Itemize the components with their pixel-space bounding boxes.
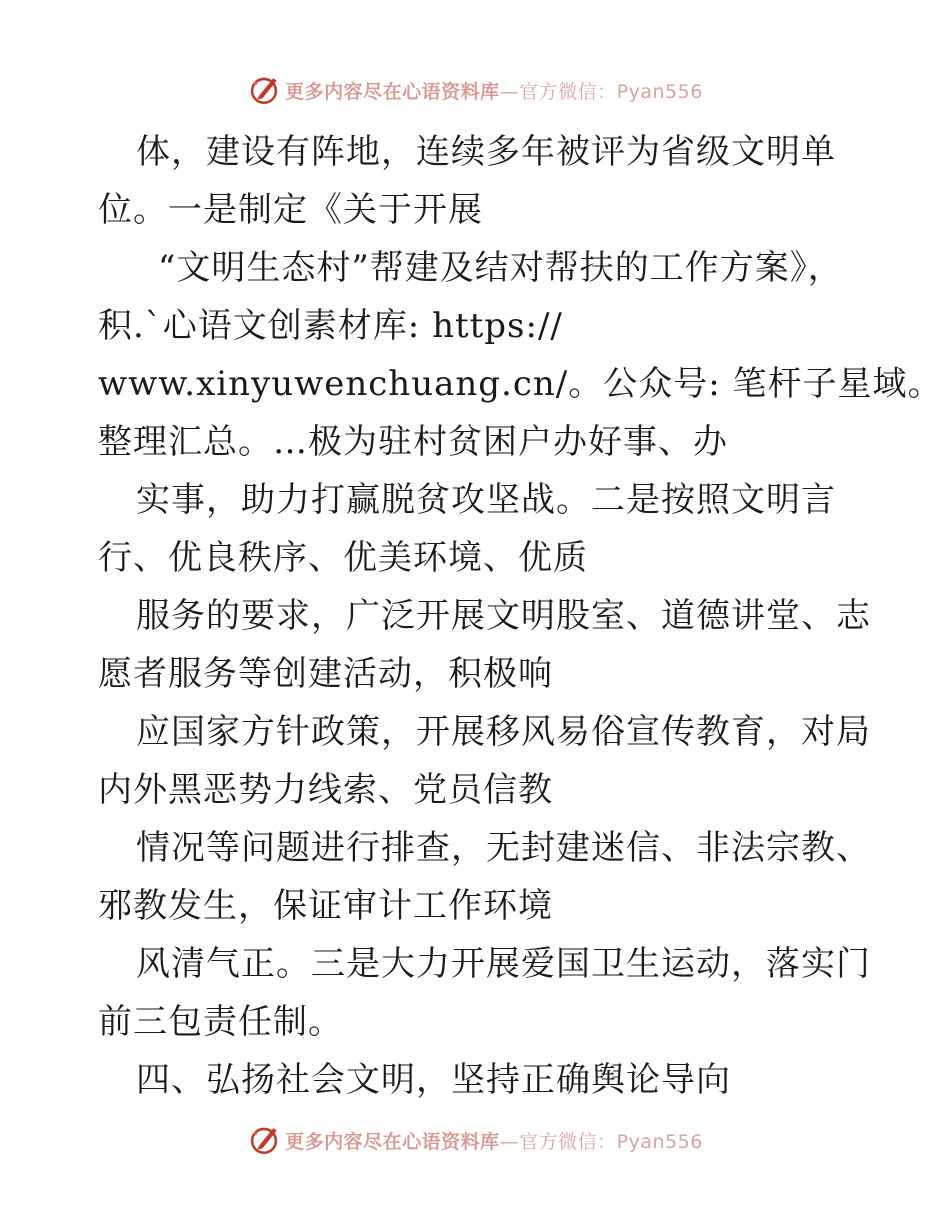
pen-logo-icon <box>247 73 281 107</box>
footer-banner-brand: 更多内容尽在心语资料库 <box>285 1130 500 1153</box>
text-line: 服务的要求，广泛开展文明股室、道德讲堂、志 <box>136 596 871 636</box>
text-line: 位。一是制定《关于开展 <box>98 190 483 230</box>
text-line: 内外黑恶势力线索、党员信教 <box>98 770 553 810</box>
section-heading: 四、弘扬社会文明，坚持正确舆论导向 <box>136 1060 731 1100</box>
text-line: 应国家方针政策，开展移风易俗宣传教育，对局 <box>136 712 871 752</box>
text-line: 情况等问题进行排查，无封建迷信、非法宗教、 <box>136 828 871 868</box>
text-line: 风清气正。三是大力开展爱国卫生运动，落实门 <box>136 944 871 984</box>
text-line: 邪教发生，保证审计工作环境 <box>98 886 553 926</box>
text-line: 愿者服务等创建活动，积极响 <box>98 654 553 694</box>
header-banner-brand: 更多内容尽在心语资料库 <box>285 80 500 103</box>
text-line: www.xinyuwenchuang.cn/。公众号: 笔杆子星域。 <box>98 364 943 404</box>
pen-logo-icon <box>247 1123 281 1157</box>
text-line: 前三包责任制。 <box>98 1002 343 1042</box>
text-line: 整理汇总。…极为驻村贫困户办好事、办 <box>98 422 728 462</box>
text-line: 积.`心语文创素材库: https:// <box>98 306 563 346</box>
text-line: “文明生态村”帮建及结对帮扶的工作方案》， <box>158 248 843 288</box>
header-banner-text <box>285 77 703 104</box>
header-banner <box>0 70 950 110</box>
document-body <box>98 123 943 1109</box>
text-line: 行、优良秩序、优美环境、优质 <box>98 538 588 578</box>
footer-banner-content <box>247 1123 703 1157</box>
text-line: 实事，助力打赢脱贫攻坚战。二是按照文明言 <box>136 480 836 520</box>
footer-banner <box>0 1120 950 1160</box>
footer-banner-text <box>285 1127 703 1154</box>
footer-banner-contact: —官方微信：Pyan556 <box>499 1130 703 1153</box>
header-banner-content <box>247 73 703 107</box>
header-banner-contact: —官方微信：Pyan556 <box>499 80 703 103</box>
text-line: 体，建设有阵地，连续多年被评为省级文明单 <box>136 132 836 172</box>
